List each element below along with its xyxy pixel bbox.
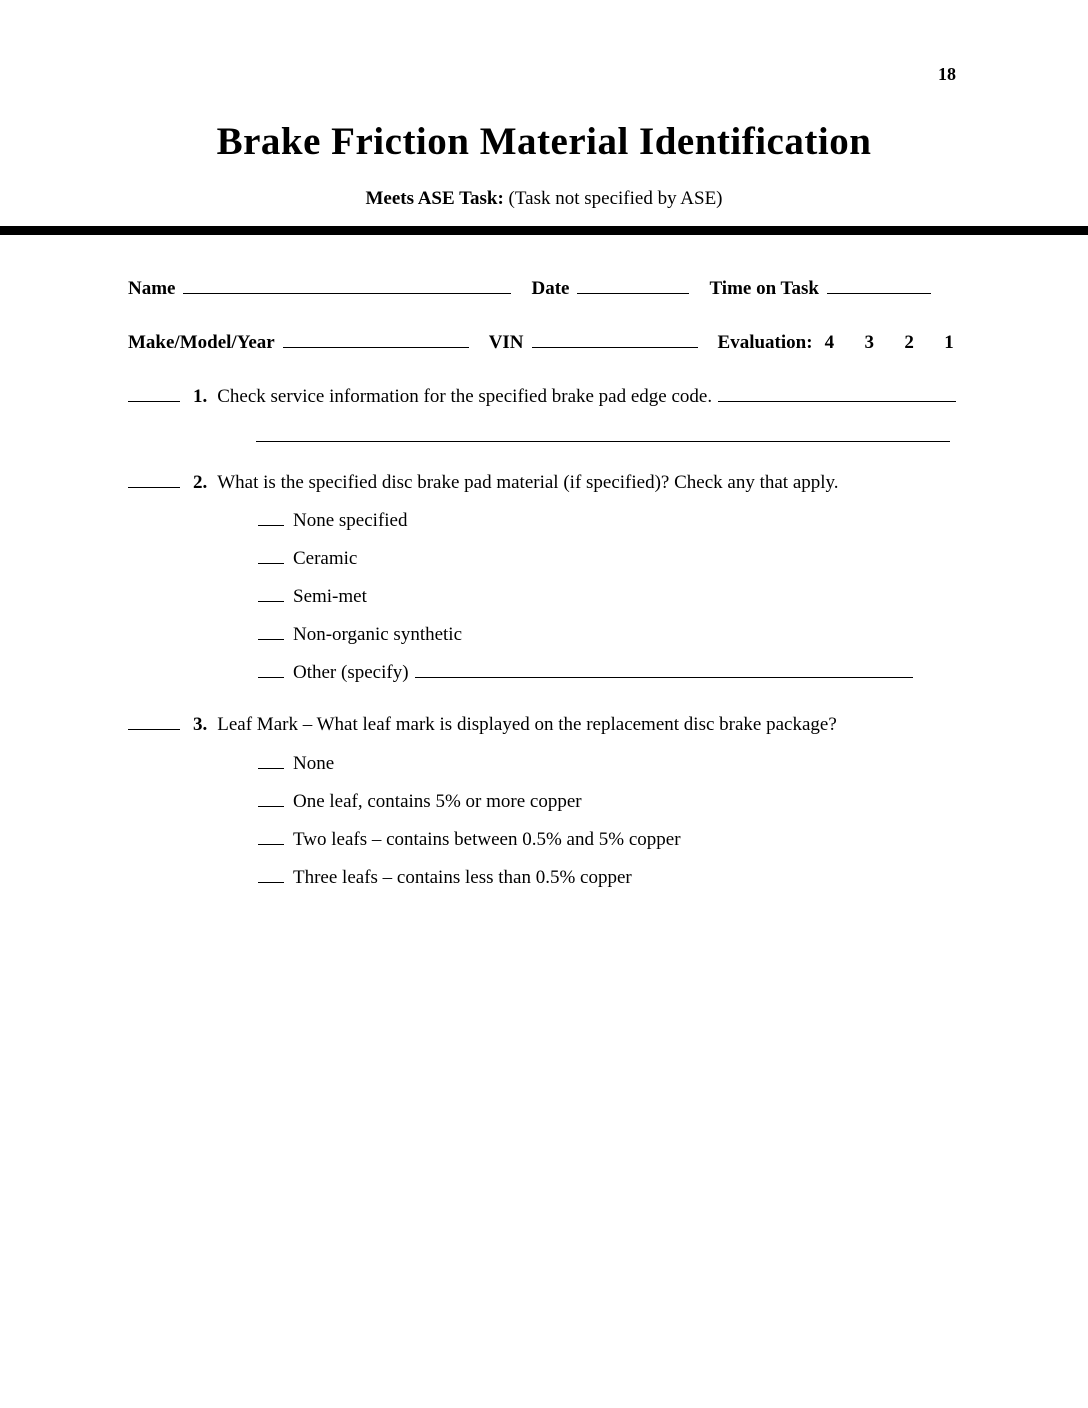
question-1-answer-line-2	[256, 440, 950, 442]
option-none-specified-check-blank	[258, 507, 284, 526]
option-two-leafs-check-blank	[258, 826, 284, 845]
page-number: 18	[938, 64, 956, 84]
option-other-specify-label: Other (specify)	[293, 662, 409, 684]
question-3-number: 3.	[193, 714, 208, 736]
form-content	[128, 275, 956, 889]
evaluation-label: Evaluation:	[717, 332, 813, 354]
option-two-leafs-label: Two leafs – contains between 0.5% and 5% copper	[293, 828, 681, 850]
question-2-score-blank	[128, 469, 180, 488]
option-one-leaf	[258, 788, 956, 813]
question-1	[128, 383, 956, 408]
option-non-organic-synthetic-check-blank	[258, 621, 284, 640]
option-semi-met-label: Semi-met	[293, 586, 367, 608]
question-1-text: Check service information for the specified brake pad edge code.	[217, 386, 713, 408]
question-3-text: Leaf Mark – What leaf mark is displayed on the replacement disc brake package?	[217, 714, 837, 736]
page-title: Brake Friction Material Identification	[216, 120, 872, 163]
make-model-year-label: Make/Model/Year	[128, 332, 275, 354]
time-on-task-label: Time on Task	[709, 278, 819, 300]
ase-task-label: Meets ASE Task:	[365, 188, 504, 209]
option-three-leafs-check-blank	[258, 864, 284, 883]
option-three-leafs	[258, 864, 956, 889]
header-row-2	[128, 329, 956, 354]
ase-task-line	[0, 188, 1088, 210]
option-non-organic-synthetic	[258, 621, 956, 646]
date-label: Date	[531, 278, 570, 300]
option-leaf-none-check-blank	[258, 749, 284, 768]
option-non-organic-synthetic-label: Non-organic synthetic	[293, 624, 463, 646]
option-one-leaf-label: One leaf, contains 5% or more copper	[293, 790, 582, 812]
option-other-specify-blank	[415, 659, 913, 678]
option-one-leaf-check-blank	[258, 788, 284, 807]
make-model-year-blank	[283, 329, 469, 348]
option-semi-met	[258, 583, 956, 608]
date-blank	[577, 275, 689, 294]
question-3-score-blank	[128, 711, 180, 730]
option-leaf-none	[258, 749, 956, 774]
option-ceramic	[258, 545, 956, 570]
evaluation-values: 4 3 2 1	[824, 332, 954, 354]
vin-label: VIN	[488, 332, 524, 354]
question-1-score-blank	[128, 383, 180, 402]
question-2	[128, 469, 956, 494]
question-1-number: 1.	[193, 386, 208, 408]
question-2-number: 2.	[193, 472, 208, 494]
option-ceramic-label: Ceramic	[293, 548, 358, 570]
question-3	[128, 711, 956, 736]
divider-rule	[0, 226, 1088, 235]
question-2-options	[128, 507, 956, 684]
ase-task-value: (Task not specified by ASE)	[508, 188, 723, 209]
option-other-specify-check-blank	[258, 659, 284, 678]
option-ceramic-check-blank	[258, 545, 284, 564]
option-semi-met-check-blank	[258, 583, 284, 602]
name-blank	[183, 275, 511, 294]
option-none-specified-label: None specified	[293, 510, 408, 532]
vin-blank	[532, 329, 698, 348]
option-none-specified	[258, 507, 956, 532]
question-2-text: What is the specified disc brake pad material (if specified)? Check any that apply.	[217, 472, 839, 494]
question-1-answer-blank	[718, 383, 956, 402]
time-on-task-blank	[827, 275, 931, 294]
option-two-leafs	[258, 826, 956, 851]
option-three-leafs-label: Three leafs – contains less than 0.5% copper	[293, 866, 632, 888]
option-other-specify	[258, 659, 956, 684]
header-row-1	[128, 275, 956, 300]
option-leaf-none-label: None	[293, 752, 335, 774]
name-label: Name	[128, 278, 176, 300]
question-3-options	[128, 749, 956, 888]
